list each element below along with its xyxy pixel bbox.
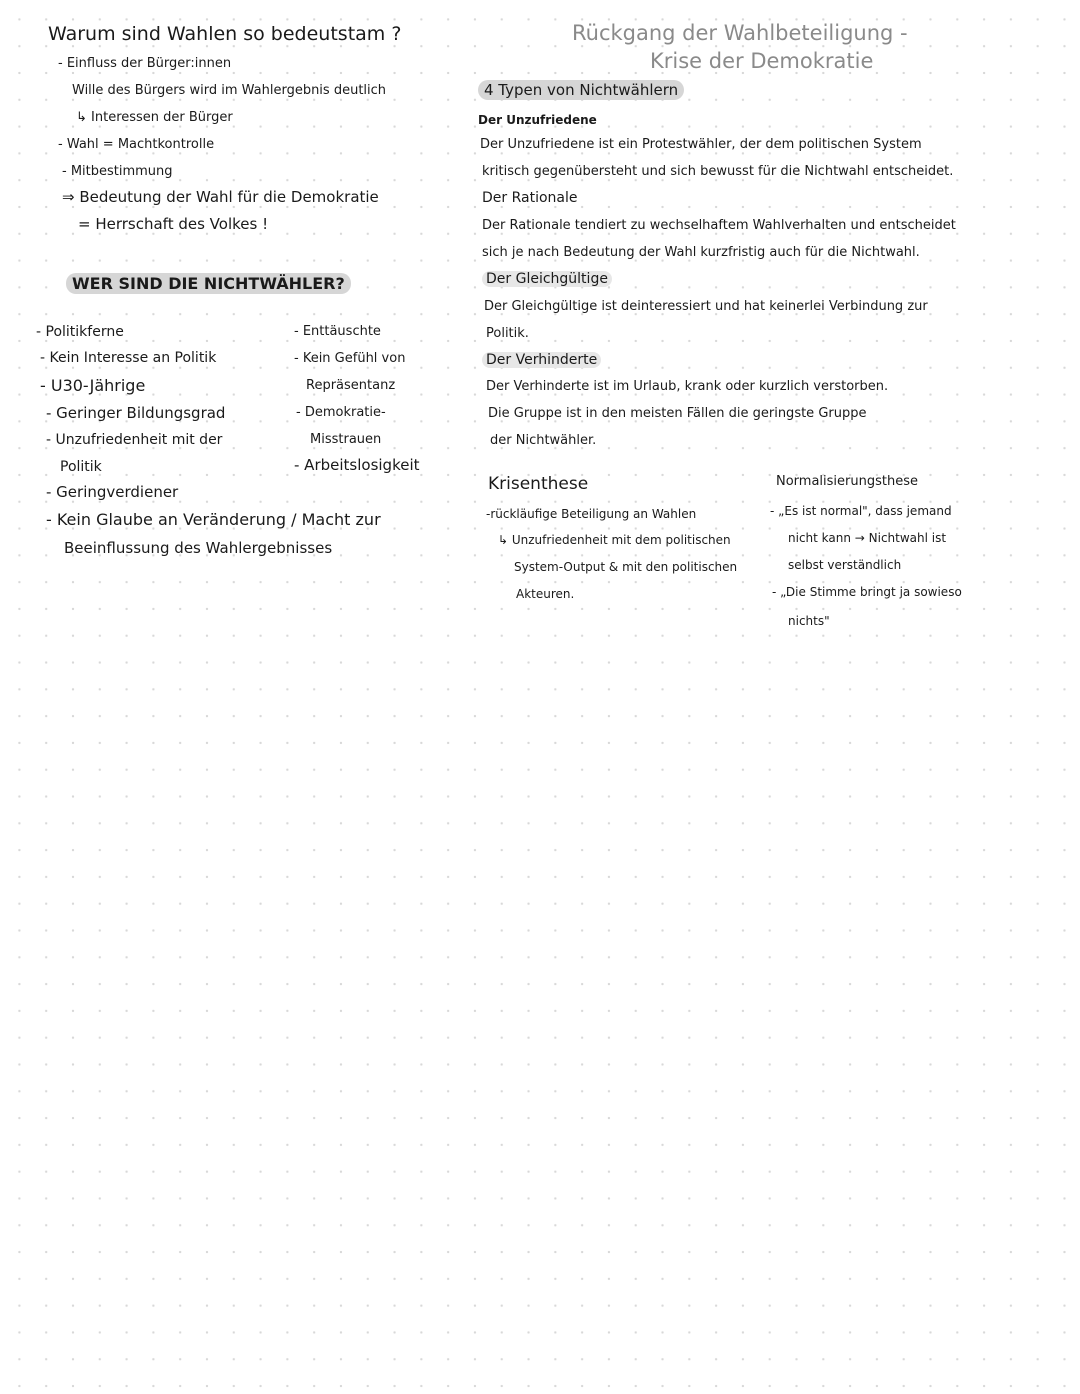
types-heading	[478, 81, 684, 99]
nonvoter-item: - Kein Interesse an Politik	[40, 350, 217, 366]
type-label: Der Unzufriedene	[478, 113, 597, 127]
note-line: - Einfluss der Bürger:innen	[58, 56, 232, 71]
note-line: ⇒ Bedeutung der Wahl für die Demokratie	[62, 188, 379, 206]
question-heading: Warum sind Wahlen so bedeutstam ?	[48, 23, 402, 45]
type-text: kritisch gegenübersteht und sich bewusst für die Nichtwahl entscheidet.	[482, 164, 954, 179]
norm-line: nichts"	[788, 614, 830, 628]
type-label	[482, 351, 601, 369]
type-text: der Nichtwähler.	[490, 433, 597, 448]
nonvoter-item: Politik	[60, 459, 102, 475]
norm-line: nicht kann → Nichtwahl ist	[788, 531, 947, 545]
note-line: - Mitbestimmung	[62, 164, 173, 179]
nonvoter-item: Repräsentanz	[306, 378, 396, 393]
nonvoter-item: - U30-Jährige	[40, 376, 146, 395]
norm-heading: Normalisierungsthese	[776, 474, 918, 489]
nonvoter-item: - Arbeitslosigkeit	[294, 456, 420, 474]
note-line: - Wahl = Machtkontrolle	[58, 137, 215, 152]
norm-line: - „Es ist normal", dass jemand	[770, 504, 952, 518]
note-line: = Herrschaft des Volkes !	[78, 215, 269, 233]
nonvoter-item: - Unzufriedenheit mit der	[46, 432, 223, 448]
nonvoter-item: - Politikferne	[36, 324, 124, 340]
type-text: Der Verhinderte ist im Urlaub, krank oder kurzlich verstorben.	[486, 379, 889, 394]
type-text: Politik.	[486, 326, 529, 341]
type-label	[482, 270, 612, 288]
type-label: Der Rationale	[482, 190, 578, 206]
nonvoter-item: Beeinflussung des Wahlergebnisses	[64, 539, 333, 557]
krisen-line: Akteuren.	[516, 587, 575, 601]
types-heading-text: 4 Typen von Nichtwählern	[478, 80, 684, 100]
type-text: Der Gleichgültige ist deinteressiert und hat keinerlei Verbindung zur	[484, 299, 928, 314]
nonvoter-item: Misstrauen	[310, 432, 382, 447]
krisen-line: -rückläufige Beteiligung an Wahlen	[486, 507, 697, 521]
nonvoter-item: - Geringverdiener	[46, 483, 179, 501]
norm-line: selbst verständlich	[788, 558, 902, 572]
norm-line: - „Die Stimme bringt ja sowieso	[772, 585, 962, 599]
nonvoter-item: - Kein Glaube an Veränderung / Macht zur	[46, 510, 381, 529]
type-text: Der Rationale tendiert zu wechselhaftem Wahlverhalten und entscheidet	[482, 218, 956, 233]
krisen-heading: Krisenthese	[488, 474, 589, 494]
page-title: Rückgang der Wahlbeteiligung -	[572, 21, 908, 45]
type-text: Der Unzufriedene ist ein Protestwähler, der dem politischen System	[480, 137, 922, 152]
type-text: sich je nach Bedeutung der Wahl kurzfristig auch für die Nichtwahl.	[482, 245, 920, 260]
section-heading-text: WER SIND DIE NICHTWÄHLER?	[66, 273, 351, 294]
note-line: ↳ Interessen der Bürger	[76, 110, 233, 125]
nonvoter-item: - Geringer Bildungsgrad	[46, 404, 226, 422]
type-label-text: Der Gleichgültige	[482, 271, 612, 287]
krisen-line: ↳ Unzufriedenheit mit dem politischen	[498, 533, 731, 547]
krisen-line: System-Output & mit den politischen	[514, 560, 738, 574]
type-label-text: Der Verhinderte	[482, 352, 601, 368]
note-line: Wille des Bürgers wird im Wahlergebnis deutlich	[72, 83, 387, 98]
page-subtitle: Krise der Demokratie	[650, 49, 874, 73]
section-heading	[66, 273, 351, 294]
type-text: Die Gruppe ist in den meisten Fällen die geringste Gruppe	[488, 406, 867, 421]
nonvoter-item: - Demokratie-	[296, 405, 386, 420]
nonvoter-item: - Kein Gefühl von	[294, 351, 406, 366]
nonvoter-item: - Enttäuschte	[294, 324, 381, 339]
